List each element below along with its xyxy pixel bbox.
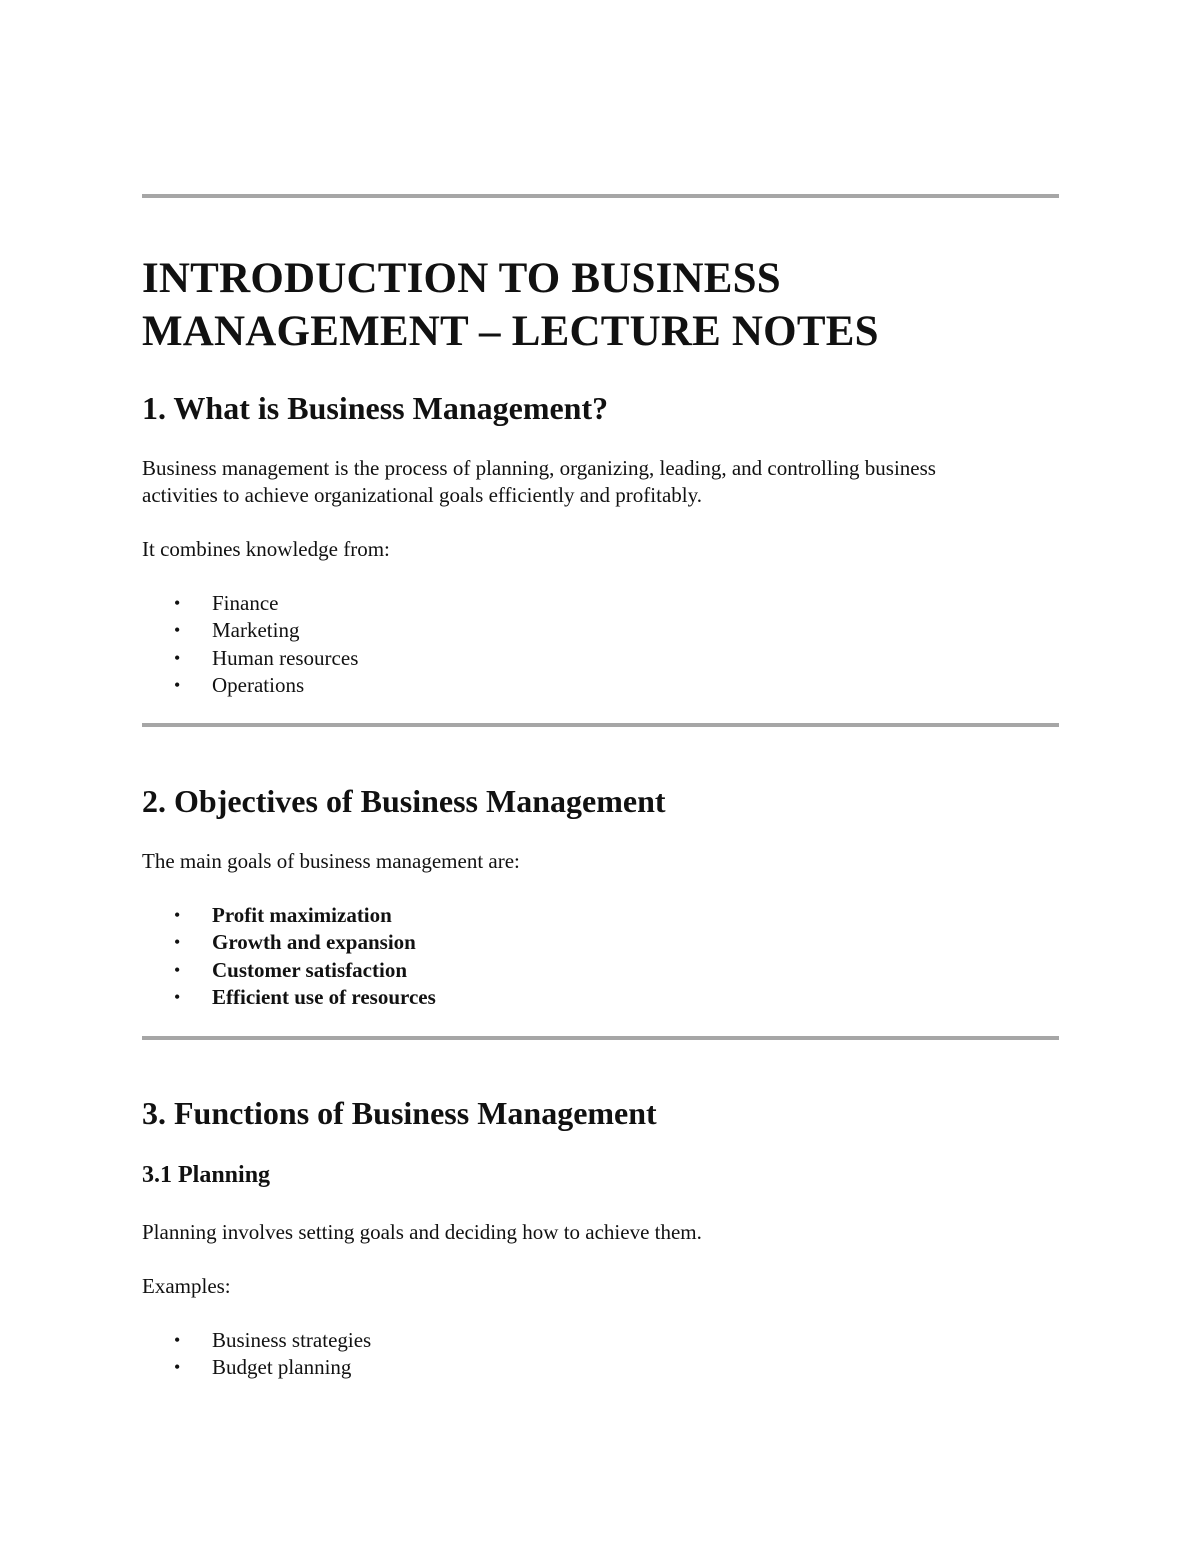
section-2-paragraph: The main goals of business management are: bbox=[142, 849, 520, 873]
list-item: • Marketing bbox=[142, 617, 358, 644]
examples-label: Examples: bbox=[142, 1274, 231, 1298]
section-2-list bbox=[142, 902, 436, 1011]
bullet-icon: • bbox=[174, 1357, 181, 1378]
section-2-heading: 2. Objectives of Business Management bbox=[142, 783, 666, 819]
subsection-3-1-list bbox=[142, 1327, 371, 1382]
section-1-paragraph-1 bbox=[142, 455, 1052, 509]
bullet-icon: • bbox=[174, 647, 181, 668]
section-1-list bbox=[142, 590, 358, 699]
list-item: • Efficient use of resources bbox=[142, 984, 436, 1011]
section-1-paragraph-1-line-2: activities to achieve organizational goals efficiently and profitably. bbox=[142, 483, 702, 507]
title-line-2: MANAGEMENT – LECTURE NOTES bbox=[142, 308, 879, 355]
list-item: • Business strategies bbox=[142, 1327, 371, 1354]
bullet-icon: • bbox=[174, 932, 181, 953]
horizontal-rule-2 bbox=[142, 1036, 1059, 1040]
list-item: • Customer satisfaction bbox=[142, 957, 436, 984]
horizontal-rule-1 bbox=[142, 723, 1059, 727]
subsection-3-1-heading: 3.1 Planning bbox=[142, 1162, 271, 1188]
section-1-paragraph-1-line-1: Business management is the process of planning, organizing, leading, and controlling business bbox=[142, 456, 936, 480]
bullet-icon: • bbox=[174, 1330, 181, 1350]
section-1-paragraph-2: It combines knowledge from: bbox=[142, 537, 390, 561]
bullet-icon: • bbox=[174, 620, 181, 641]
document-title bbox=[142, 252, 879, 358]
bullet-icon: • bbox=[174, 986, 181, 1007]
title-line-1: INTRODUCTION TO BUSINESS bbox=[142, 255, 781, 302]
section-1-heading: 1. What is Business Management? bbox=[142, 390, 609, 426]
bullet-icon: • bbox=[174, 959, 181, 980]
list-item: • Budget planning bbox=[142, 1354, 371, 1381]
list-item: • Operations bbox=[142, 672, 358, 699]
bullet-icon: • bbox=[174, 674, 181, 695]
subsection-3-1-paragraph: Planning involves setting goals and deciding how to achieve them. bbox=[142, 1220, 702, 1244]
bullet-icon: • bbox=[174, 593, 181, 613]
list-item: • Growth and expansion bbox=[142, 929, 436, 956]
bullet-icon: • bbox=[174, 905, 181, 925]
list-item: • Profit maximization bbox=[142, 902, 436, 929]
list-item: • Human resources bbox=[142, 645, 358, 672]
horizontal-rule-top bbox=[142, 194, 1059, 198]
list-item: • Finance bbox=[142, 590, 358, 617]
section-3-heading: 3. Functions of Business Management bbox=[142, 1095, 657, 1131]
